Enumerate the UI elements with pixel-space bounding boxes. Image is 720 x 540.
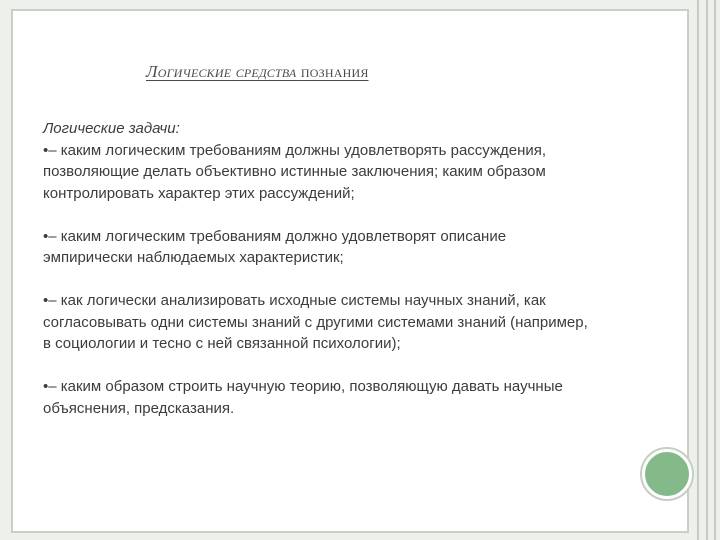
paragraph-2 bbox=[43, 226, 663, 269]
paragraph-1 bbox=[43, 140, 663, 205]
subtitle: Логические задачи: bbox=[43, 120, 180, 137]
side-rule-2 bbox=[706, 0, 708, 540]
side-rule-1 bbox=[697, 0, 699, 540]
paragraph-4 bbox=[43, 376, 663, 419]
paragraph-line: позволяющие делать объективно истинные заключения; каким образом bbox=[43, 163, 546, 180]
paragraph-3 bbox=[43, 290, 663, 355]
paragraph-line: эмпирически наблюдаемых характеристик; bbox=[43, 249, 344, 266]
paragraph-line: согласовывать одни системы знаний с другими системами знаний (например, bbox=[43, 313, 588, 331]
paragraph-line: •– каким логическим требованиям должно удовлетворят описание bbox=[43, 227, 507, 245]
decorative-circle bbox=[642, 449, 692, 499]
side-rule-3 bbox=[714, 0, 716, 540]
paragraph-line: •– каким логическим требованиям должны удовлетворять рассуждения, bbox=[43, 141, 547, 159]
paragraph-line: контролировать характер этих рассуждений; bbox=[43, 184, 355, 202]
paragraph-line: •– как логически анализировать исходные системы научных знаний, как bbox=[43, 292, 546, 309]
slide-title bbox=[146, 62, 369, 82]
paragraph-line: объяснения, предсказания. bbox=[43, 399, 235, 417]
paragraph-line: в социологии и тесно с ней связанной психологии); bbox=[43, 335, 401, 352]
slide-title-plain: познания bbox=[296, 62, 369, 81]
slide-body bbox=[43, 118, 663, 441]
slide-title-italic: Логические средства bbox=[146, 62, 297, 81]
paragraph-line: •– каким образом строить научную теорию, позволяющую давать научные bbox=[43, 378, 563, 395]
